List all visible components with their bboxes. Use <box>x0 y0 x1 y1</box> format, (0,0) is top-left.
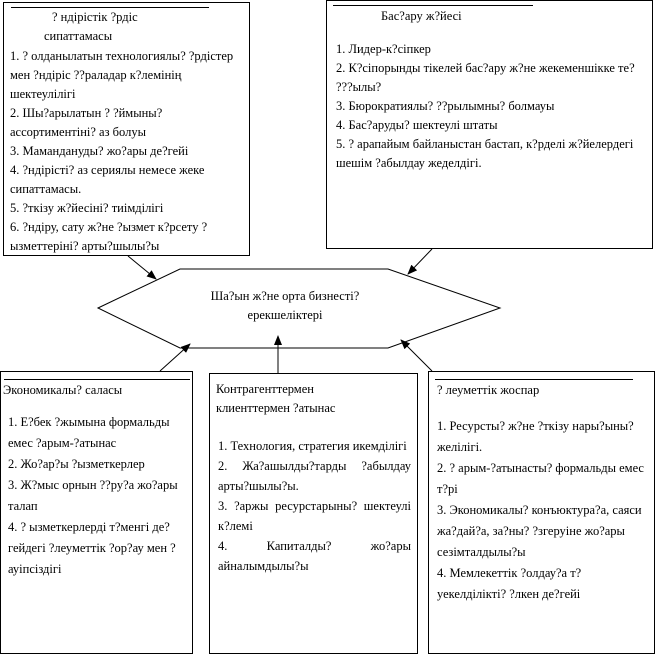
arrow-production-to-center <box>128 256 156 279</box>
title-underline <box>4 379 190 380</box>
list-item: 2. К?сіпорынды тікелей бас?ару ж?не жекеменшікке те? ???ылы? <box>336 61 635 94</box>
social-title <box>437 381 647 400</box>
arrow-social-to-center <box>401 340 432 371</box>
list-item: 1. Е?бек ?жымына формальды емес ?арым-?атынас <box>8 415 170 450</box>
list-item: 2. Шы?арылатын ? ?ймыны? ассортиментіні? аз болуы <box>10 106 163 139</box>
list-item: 2. Жо?ар?ы ?ызметкерлер <box>8 457 145 471</box>
list-item: 4. ? ызметкерлерді т?менгі де?гейдегі ?леуметтік ?ор?ау мен ?ауіпсіздігі <box>8 520 176 576</box>
arrow-economic-to-center <box>160 344 190 371</box>
counterparty-items <box>218 436 411 576</box>
counterparty-title-line-1: Контрагенттермен <box>216 382 314 396</box>
list-item: 4. ?ндірісті? аз сериялы немесе жеке сипаттамасы. <box>10 163 205 196</box>
economic-title <box>3 381 191 400</box>
arrow-management-to-center <box>408 249 432 274</box>
center-label <box>170 287 400 325</box>
social-plan-box <box>428 371 655 654</box>
list-item: 3. Бюрократиялы? ??рылымны? болмауы <box>336 99 555 113</box>
title-underline <box>333 5 533 6</box>
production-title-line-1: ? ндірістік ?рдіс <box>52 10 138 24</box>
list-item: 4. Бас?аруды? шектеулі штаты <box>336 118 498 132</box>
list-item: 4. Мемлекеттік ?олдау?а т?уекелділікті? ?лкен де?гейі <box>437 566 582 601</box>
center-label-line-1: Ша?ын ж?не орта бизнесті? <box>210 289 360 303</box>
counterparty-title <box>216 380 416 418</box>
list-item: 4. Капиталды? жо?ары айналымдылы?ы <box>218 539 411 573</box>
list-item: 5. ?ткізу ж?йесіні? тиімділігі <box>10 201 164 215</box>
list-item: 1. Ресурсты? ж?не ?ткізу нары?ыны? желілігі. <box>437 419 634 454</box>
list-item: 2. ? арым-?атынасты? формальды емес т?рі <box>437 461 644 496</box>
counterparty-relations-box <box>209 373 418 654</box>
economic-title-line-1: Экономикалы? саласы <box>3 383 123 397</box>
management-title <box>381 7 581 26</box>
list-item: 2. Жа?ашылды?тарды ?абылдау арты?шылы?ы. <box>218 459 411 493</box>
list-item: 3. Ж?мыс орнын ??ру?а жо?ары талап <box>8 478 178 513</box>
title-underline <box>435 379 633 380</box>
list-item: 3. ?аржы ресурстарыны? шектеулі к?лемі <box>218 499 411 533</box>
production-items <box>10 47 245 256</box>
list-item: 6. ?ндіру, сату ж?не ?ызмет к?рсету ?ызметтеріні? арты?шылы?ы <box>10 220 208 253</box>
list-item: 1. ? олданылатын технологиялы? ?рдістер мен ?ндіріс ??раладар к?лемінің шектеулілігі <box>10 49 234 101</box>
production-process-box <box>3 2 250 256</box>
list-item: 1. Технология, стратегия икемділігі <box>218 439 407 453</box>
social-items <box>437 416 650 605</box>
economic-area-box <box>0 371 193 654</box>
economic-items <box>8 412 178 580</box>
production-title <box>44 8 214 46</box>
production-title-line-2: сипаттамасы <box>44 29 113 43</box>
management-system-box <box>326 0 653 249</box>
list-item: 3. Экономикалы? конъюктура?а, саяси жа?дай?а, за?ны? ?згеруіне жо?ары сезімталдылы?ы <box>437 503 642 559</box>
management-title-line-1: Бас?ару ж?йесі <box>381 9 462 23</box>
social-title-line-1: ? леуметтік жоспар <box>437 383 540 397</box>
counterparty-title-line-2: клиенттермен ?атынас <box>216 401 336 415</box>
list-item: 1. Лидер-к?сіпкер <box>336 42 431 56</box>
management-items <box>336 40 648 173</box>
list-item: 5. ? арапайым байланыстан бастап, к?рделі ж?йелердегі шешім ?абылдау жеделдігі. <box>336 137 634 170</box>
center-label-line-2: ерекшеліктері <box>247 308 323 322</box>
list-item: 3. Мамандануды? жо?ары де?гейі <box>10 144 189 158</box>
